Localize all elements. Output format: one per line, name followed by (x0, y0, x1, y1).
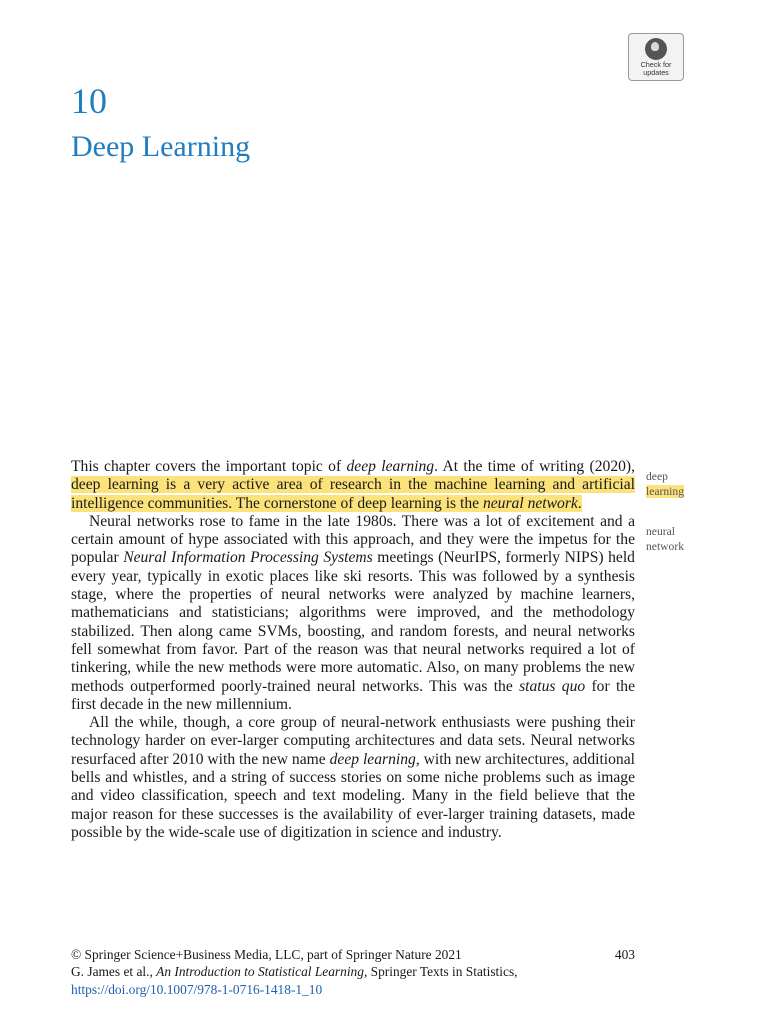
paragraph-3: All the while, though, a core group of neural-network enthusiasts were pushing their technology harder on ever-larger computing architectures and data sets. Neural networks resurfaced after 2010 with the new name deep learning, with new architectures, additional bells and whistles, and a string of success stories on some niche problems such as image and video classification, speech and text modeling. Many in the field believe that the major reason for these successes is the availability of ever-larger training datasets, made possible by the wide-scale use of digitization in science and industry. (71, 714, 635, 841)
margin-note-deep-learning: deep learning (646, 470, 684, 498)
paragraph-1: This chapter covers the important topic of deep learning. At the time of writing (2020), deep learning is a very active area of research in the machine learning and artificial intelligence communities. The cornerstone of deep learning is the neural network. (71, 458, 636, 512)
margin-note-neural-network: neural network (646, 525, 684, 553)
badge-line-2: updates (643, 68, 669, 77)
doi-link[interactable]: https://doi.org/10.1007/978-1-0716-1418-1_10 (71, 981, 323, 997)
copyright-line: © Springer Science+Business Media, LLC, part of Springer Nature 2021 (71, 947, 462, 962)
highlight: deep learning is a very active area of research in the machine learning and artificial intelligence communities. The cornerstone of deep learning is the neural network. (71, 476, 635, 512)
bookmark-icon (645, 38, 667, 60)
paragraph-2: Neural networks rose to fame in the late 1980s. There was a lot of excitement and a certain amount of hype associated with this approach, and they were the impetus for the popular Neural Information Processing Systems meetings (NeurIPS, formerly NIPS) held every year, typically in exotic places like ski resorts. This was followed by a synthesis stage, where the properties of neural networks were analyzed by machine learners, mathematicians and statisticians; algorithms were improved, and the methodology stabilized. Then along came SVMs, boosting, and random forests, and neural networks fell somewhat from favor. Part of the reason was that neural networks required a lot of tinkering, while the new methods were more automatic. Also, on many problems the new methods outperformed poorly-trained neural networks. This was the status quo for the first decade in the new millennium. (71, 512, 636, 713)
check-for-updates-badge[interactable] (628, 33, 684, 81)
citation-line: G. James et al., An Introduction to Statistical Learning, Springer Texts in Statistics, (71, 964, 518, 980)
chapter-title: Deep Learning (71, 130, 251, 163)
body-text (71, 458, 635, 842)
page-number: 403 (614, 947, 635, 962)
badge-line-1: Check for (640, 60, 672, 69)
page-footer (71, 946, 635, 998)
chapter-number: 10 (71, 81, 107, 121)
